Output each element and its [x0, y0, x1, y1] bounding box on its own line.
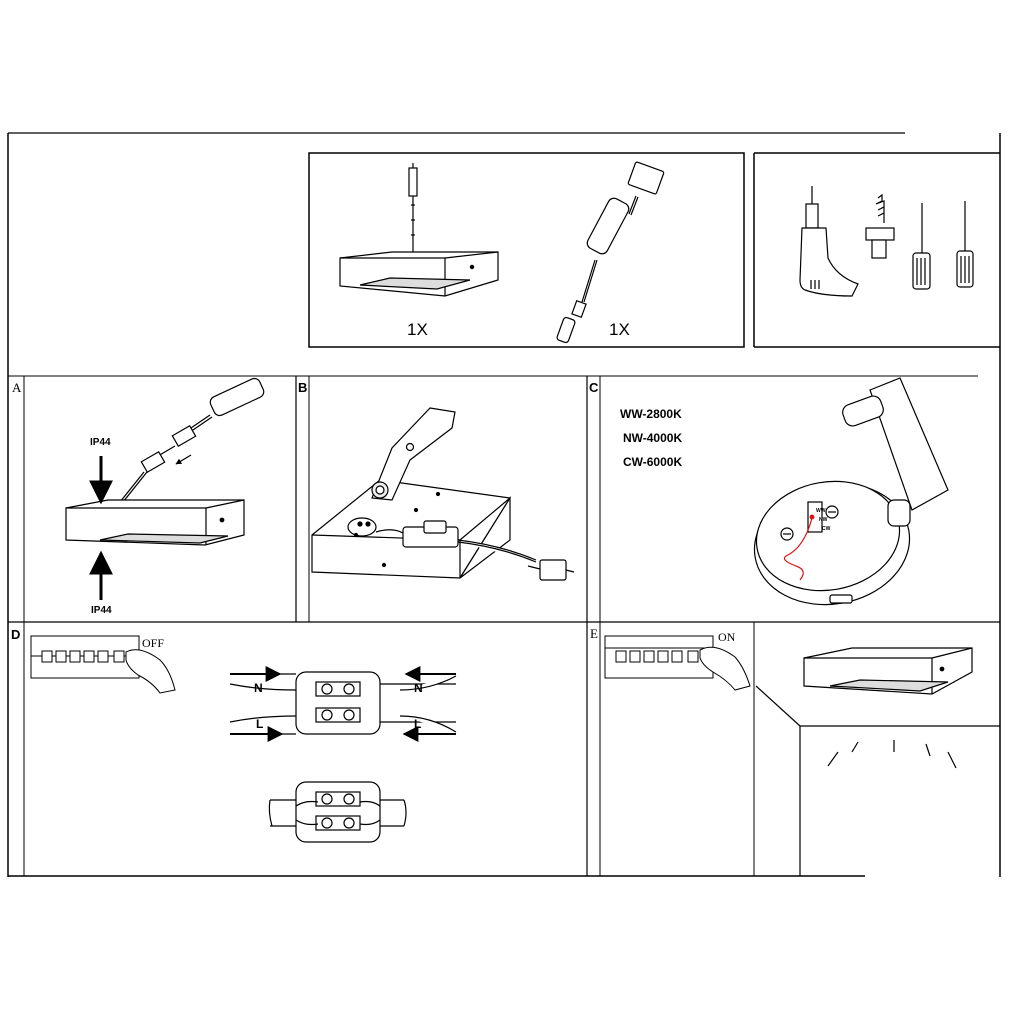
terminal-ww: WW — [816, 508, 826, 514]
temp-cw: CW-6000K — [623, 455, 683, 469]
step-b-panel — [298, 380, 574, 580]
step-d-panel — [11, 627, 456, 842]
switch-off-label: OFF — [142, 636, 165, 650]
step-a-panel — [12, 377, 266, 616]
panel-quantity: 1X — [407, 320, 428, 339]
ip44-bottom-label: IP44 — [91, 605, 112, 616]
step-e-panel — [590, 626, 1000, 876]
junction-box-icon — [745, 378, 948, 617]
step-c-panel — [589, 378, 948, 617]
temp-nw: NW-4000K — [623, 431, 683, 445]
driver-quantity: 1X — [609, 320, 630, 339]
phillips-screwdriver-icon — [957, 201, 973, 287]
led-driver-icon — [556, 162, 664, 344]
live-label-right: L — [414, 717, 422, 731]
panel-light-icon — [340, 163, 498, 296]
step-d-label: D — [11, 627, 21, 642]
ceiling-installation-icon — [756, 648, 1000, 876]
flat-screwdriver-icon — [913, 203, 930, 289]
neutral-label-right: N — [414, 681, 423, 695]
step-e-label: E — [590, 626, 598, 641]
tools-panel — [754, 153, 1000, 347]
live-label-left: L — [256, 717, 264, 731]
drill-icon — [800, 186, 858, 296]
selector-dot — [810, 515, 815, 520]
step-c-label: C — [589, 380, 599, 395]
ip44-top-label: IP44 — [90, 437, 111, 448]
step-a-panel-light-icon — [66, 500, 244, 545]
wall-plug-icon — [866, 195, 894, 258]
step-b-label: B — [298, 380, 308, 395]
terminal-cw: CW — [822, 526, 831, 532]
terminal-block-closed-icon — [269, 782, 406, 842]
package-contents-panel — [309, 153, 744, 347]
switch-on-label: ON — [718, 630, 736, 644]
breaker-on-icon — [605, 636, 750, 690]
temp-ww: WW-2800K — [620, 407, 682, 421]
step-a-label: A — [12, 380, 22, 395]
terminal-nw: NW — [819, 517, 828, 523]
neutral-label-left: N — [254, 681, 263, 695]
step-a-driver-icon — [120, 377, 266, 502]
